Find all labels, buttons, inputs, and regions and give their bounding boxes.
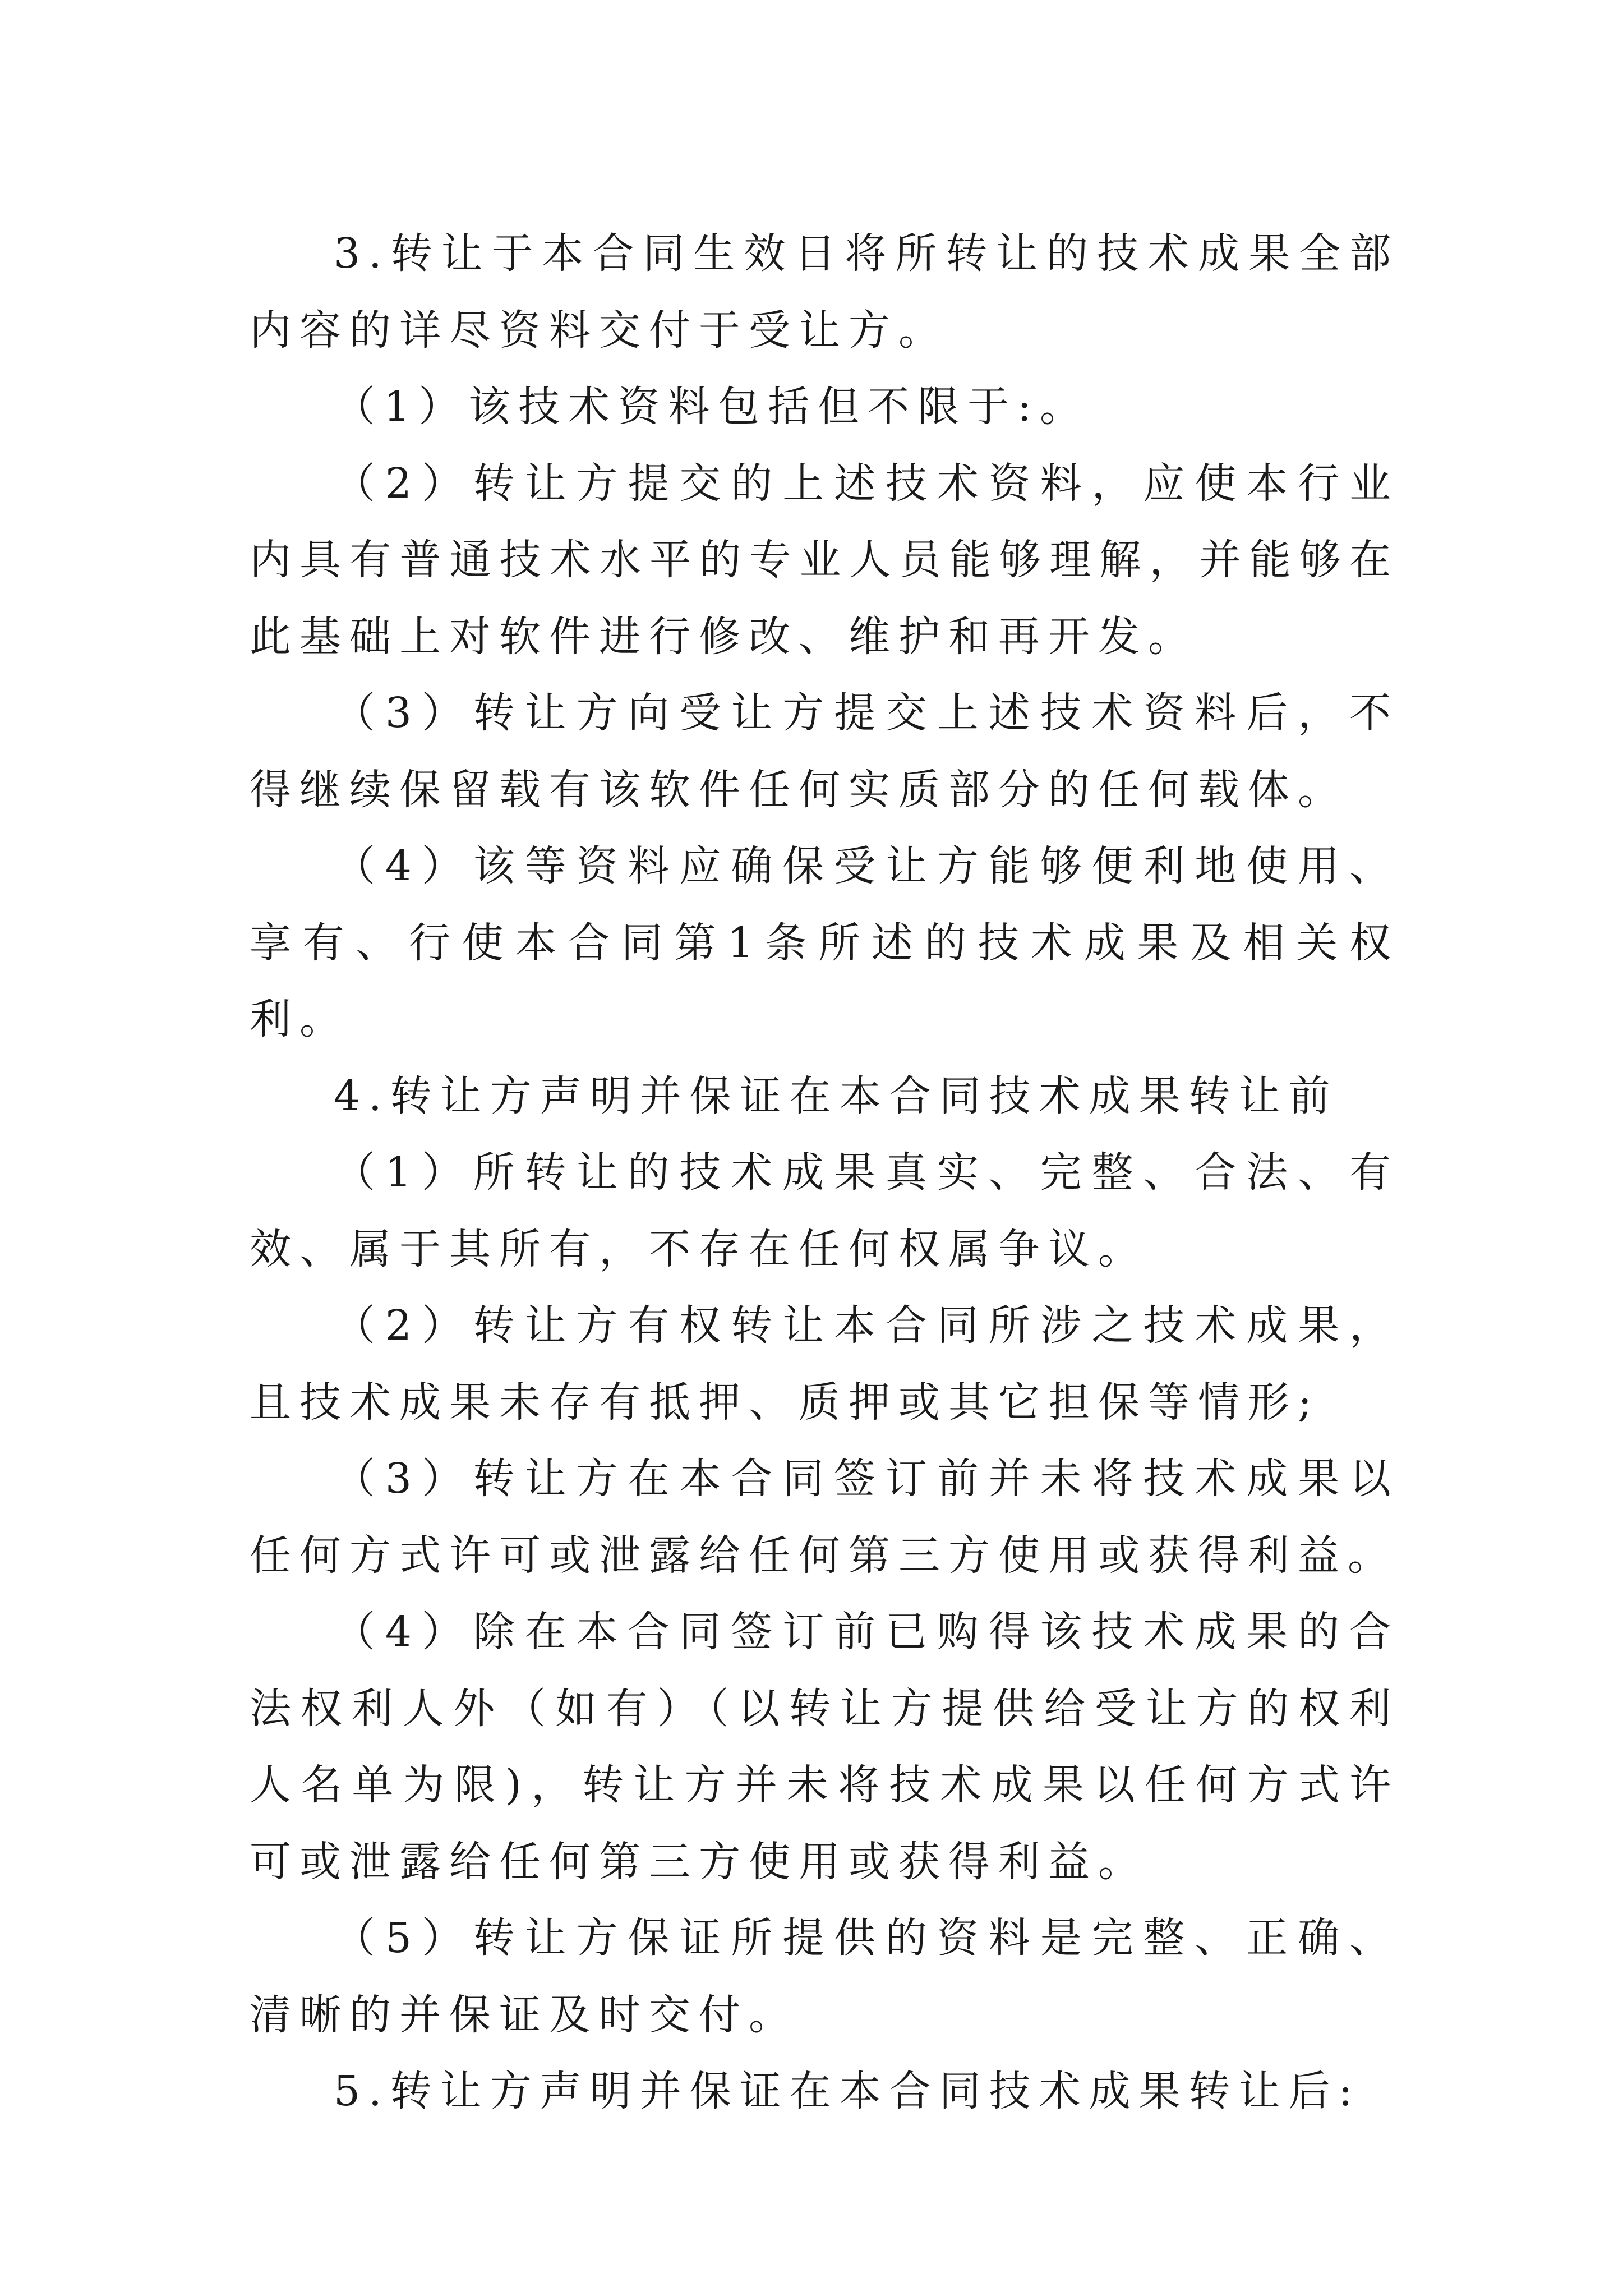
clause-4-item-1: （1）所转让的技术成果真实、完整、合法、有效、属于其所有，不存在任何权属争议。 (250, 1148, 1399, 1273)
clause-5: 5.转让方声明并保证在本合同技术成果转让后: (334, 2067, 1361, 2115)
clause-4-item-3: （3）转让方在本合同签订前并未将技术成果以任何方式许可或泄露给任何第三方使用或获得利益。 (250, 1455, 1399, 1580)
document-body (250, 215, 1399, 2130)
clause-4-item-4: （4）除在本合同签订前已购得该技术成果的合法权利人外（如有）（以转让方提供给受让方的权利人名单为限)，转让方并未将技术成果以任何方式许可或泄露给任何第三方使用或获得利益。 (250, 1608, 1399, 1886)
clause-3-item-1: （1）该技术资料包括但不限于:。 (334, 383, 1090, 431)
clause-4-item-5: （5）转让方保证所提供的资料是完整、正确、清晰的并保证及时交付。 (250, 1914, 1399, 2039)
clause-4: 4.转让方声明并保证在本合同技术成果转让前 (334, 1071, 1339, 1120)
clause-3-item-4: （4）该等资料应确保受让方能够便利地使用、享有、行使本合同第1条所述的技术成果及相关权利。 (250, 842, 1399, 1043)
clause-4-item-2: （2）转让方有权转让本合同所涉之技术成果，且技术成果未存有抵押、质押或其它担保等情形; (250, 1301, 1399, 1427)
clause-3-item-3: （3）转让方向受让方提交上述技术资料后，不得继续保留载有该软件任何实质部分的任何载体。 (250, 689, 1399, 814)
clause-3-item-2: （2）转让方提交的上述技术资料，应使本行业内具有普通技术水平的专业人员能够理解，并能够在此基础上对软件进行修改、维护和再开发。 (250, 459, 1399, 661)
clause-3: 3.转让于本合同生效日将所转让的技术成果全部内容的详尽资料交付于受让方。 (250, 229, 1399, 355)
